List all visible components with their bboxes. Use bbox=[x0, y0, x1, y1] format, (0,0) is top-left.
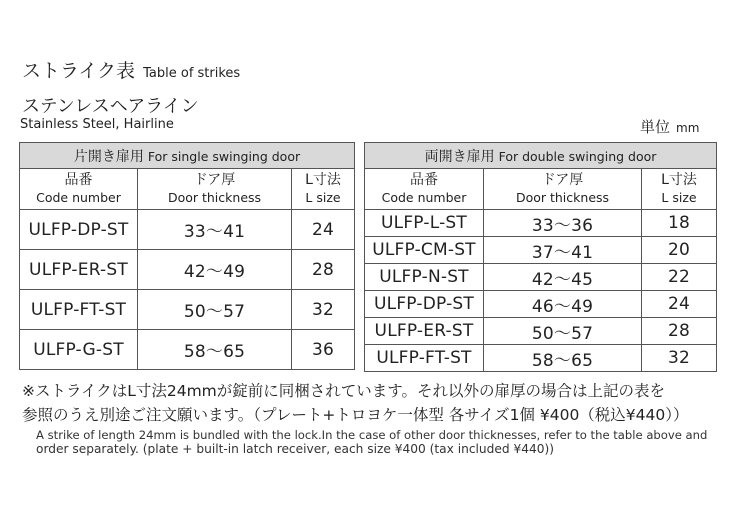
table-row bbox=[365, 318, 717, 345]
table-row bbox=[20, 210, 355, 250]
lsize-cell: 22 bbox=[642, 264, 717, 291]
thickness-cell: 50～57 bbox=[138, 290, 292, 330]
col-thickness-jp: ドア厚 bbox=[193, 172, 236, 188]
col-code-jp: 品番 bbox=[410, 172, 438, 188]
code-cell: ULFP-G-ST bbox=[20, 330, 138, 370]
col-code-en: Code number bbox=[381, 190, 467, 205]
col-thickness-jp: ドア厚 bbox=[541, 172, 584, 188]
lsize-cell: 28 bbox=[642, 318, 717, 345]
col-lsize-jp: L寸法 bbox=[305, 172, 341, 188]
col-lsize-en: L size bbox=[661, 190, 697, 205]
single-header-en: For single swinging door bbox=[147, 148, 301, 164]
unit-label bbox=[640, 116, 699, 137]
double-header-jp: 両開き扉用 bbox=[424, 148, 495, 165]
title-jp: ストライク表 bbox=[22, 60, 136, 82]
table-row bbox=[20, 290, 355, 330]
double-door-header bbox=[365, 143, 717, 169]
thickness-cell: 50～57 bbox=[484, 318, 642, 345]
table-row bbox=[365, 264, 717, 291]
table-row bbox=[365, 291, 717, 318]
code-cell: ULFP-ER-ST bbox=[365, 318, 484, 345]
col-thickness-header bbox=[138, 169, 292, 210]
col-code-jp: 品番 bbox=[64, 172, 93, 188]
unit-label-text: 単位 bbox=[640, 118, 671, 136]
col-thickness-en: Door thickness bbox=[515, 190, 610, 205]
thickness-cell: 42～45 bbox=[484, 264, 642, 291]
single-door-table bbox=[19, 142, 355, 370]
col-thickness-en: Door thickness bbox=[167, 190, 262, 205]
lsize-cell: 32 bbox=[292, 290, 355, 330]
single-door-header bbox=[20, 143, 355, 169]
col-lsize-header bbox=[642, 169, 717, 210]
code-cell: ULFP-DP-ST bbox=[20, 210, 138, 250]
code-cell: ULFP-L-ST bbox=[365, 210, 484, 237]
col-thickness-header bbox=[484, 169, 642, 210]
col-lsize-jp: L寸法 bbox=[661, 172, 697, 188]
table-row bbox=[20, 330, 355, 370]
thickness-cell: 58～65 bbox=[138, 330, 292, 370]
single-header-jp: 片開き扉用 bbox=[73, 148, 144, 165]
table-row bbox=[20, 250, 355, 290]
note-jp-line1: ※ストライクはL寸法24mmが錠前に同梱されています。それ以外の扉厚の場合は上記の表を bbox=[22, 382, 666, 400]
note-en-line1: A strike of length 24mm is bundled with the lock.In the case of other door thicknesses, refer to the table above and bbox=[36, 428, 708, 442]
material-title-jp: ステンレスヘアライン bbox=[22, 96, 199, 117]
thickness-cell: 42～49 bbox=[138, 250, 292, 290]
table-row bbox=[365, 237, 717, 264]
code-cell: ULFP-CM-ST bbox=[365, 237, 484, 264]
thickness-cell: 37～41 bbox=[484, 237, 642, 264]
col-lsize-header bbox=[292, 169, 355, 210]
lsize-cell: 36 bbox=[292, 330, 355, 370]
lsize-cell: 18 bbox=[642, 210, 717, 237]
table-row bbox=[365, 345, 717, 372]
lsize-cell: 28 bbox=[292, 250, 355, 290]
double-header-en: For double swinging door bbox=[498, 148, 657, 164]
page-title bbox=[22, 56, 240, 83]
thickness-cell: 33～36 bbox=[484, 210, 642, 237]
unit-value: mm bbox=[676, 121, 700, 135]
col-code-en: Code number bbox=[36, 190, 121, 205]
title-en: Table of strikes bbox=[143, 66, 241, 81]
col-lsize-en: L size bbox=[305, 190, 341, 205]
code-cell: ULFP-FT-ST bbox=[20, 290, 138, 330]
note-jp-line2: 参照のうえ別途ご注文願います。（プレート+トロヨケ一体型 各サイズ1個 ¥400（税込¥440）） bbox=[22, 406, 689, 424]
col-code-header bbox=[365, 169, 484, 210]
code-cell: ULFP-N-ST bbox=[365, 264, 484, 291]
note-en-line2: order separately. (plate + built-in latch receiver, each size ¥400 (tax included ¥440)) bbox=[36, 442, 555, 456]
thickness-cell: 46～49 bbox=[484, 291, 642, 318]
lsize-cell: 20 bbox=[642, 237, 717, 264]
code-cell: ULFP-FT-ST bbox=[365, 345, 484, 372]
lsize-cell: 24 bbox=[642, 291, 717, 318]
thickness-cell: 33～41 bbox=[138, 210, 292, 250]
lsize-cell: 24 bbox=[292, 210, 355, 250]
table-row bbox=[365, 210, 717, 237]
code-cell: ULFP-ER-ST bbox=[20, 250, 138, 290]
double-door-table bbox=[364, 142, 717, 372]
lsize-cell: 32 bbox=[642, 345, 717, 372]
col-code-header bbox=[20, 169, 138, 210]
material-title-en: Stainless Steel, Hairline bbox=[20, 117, 174, 132]
thickness-cell: 58～65 bbox=[484, 345, 642, 372]
code-cell: ULFP-DP-ST bbox=[365, 291, 484, 318]
